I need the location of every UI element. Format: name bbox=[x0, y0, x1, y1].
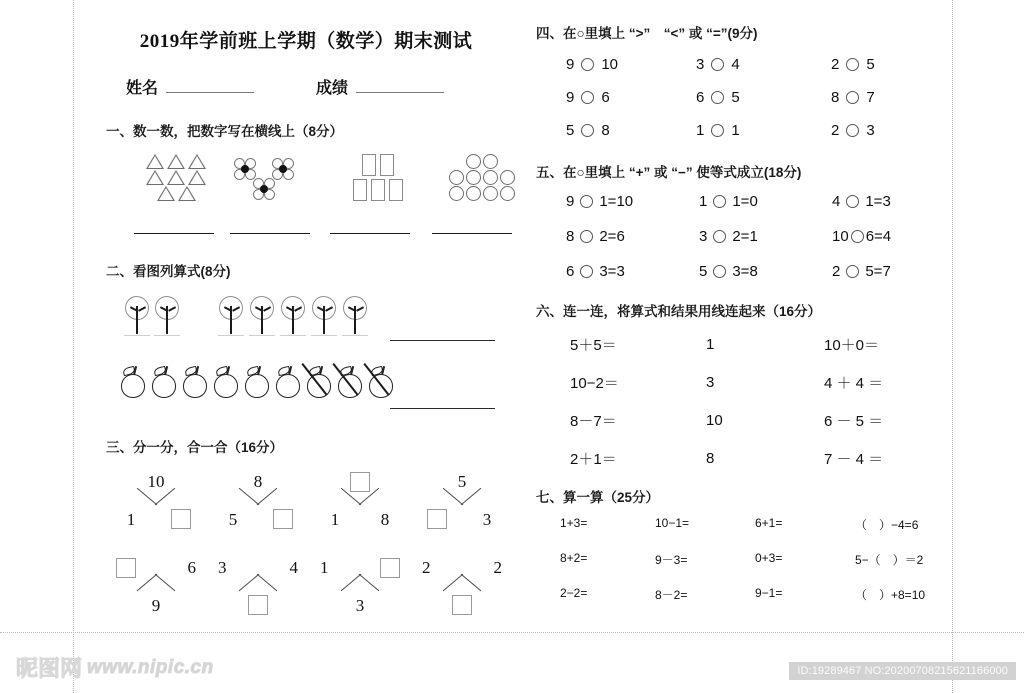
section-2-answer-line-1[interactable] bbox=[390, 340, 495, 341]
operand-right: 1 bbox=[731, 122, 740, 139]
section-1-heading: 一、数一数，把数字写在横线上（8分） bbox=[106, 124, 344, 139]
apple-icon-crossed bbox=[335, 364, 365, 400]
circle-icon bbox=[483, 154, 498, 169]
circle-icon bbox=[449, 170, 464, 185]
operand-left: 8 bbox=[831, 89, 840, 106]
equation-item bbox=[832, 263, 891, 280]
bond-top-right-box[interactable] bbox=[380, 558, 400, 579]
calc-item[interactable]: 5−（ ）＝2 bbox=[855, 553, 924, 567]
operand-right: 6=4 bbox=[865, 228, 892, 245]
rectangle-icon bbox=[362, 154, 376, 176]
answer-circle[interactable] bbox=[580, 265, 593, 278]
answer-circle[interactable] bbox=[711, 91, 724, 104]
equation-item bbox=[832, 228, 891, 245]
bond-bottom: 3 bbox=[355, 596, 365, 615]
operand-left: 2 bbox=[832, 263, 841, 280]
bond-top-right: 4 bbox=[289, 558, 298, 577]
bond-top: 5 bbox=[457, 472, 467, 491]
bond-top-left-box[interactable] bbox=[116, 558, 136, 579]
circle-icon bbox=[466, 186, 481, 201]
operand-right: 1=0 bbox=[732, 193, 758, 210]
match-expression-left[interactable]: 5＋5＝ bbox=[570, 337, 617, 354]
operand-right: 1=3 bbox=[865, 193, 891, 210]
section-4-grid bbox=[566, 56, 956, 139]
operand-right: 3=8 bbox=[732, 263, 758, 280]
compare-item bbox=[696, 122, 831, 139]
triangle-icon bbox=[167, 170, 185, 185]
bond-left: 5 bbox=[228, 510, 238, 529]
circle-icon bbox=[449, 186, 464, 201]
compare-item bbox=[566, 122, 696, 139]
bond-left-box[interactable] bbox=[420, 509, 454, 530]
equation-item bbox=[566, 228, 699, 245]
operand-right: 2=6 bbox=[599, 228, 625, 245]
left-column bbox=[88, 14, 518, 618]
number-bond bbox=[312, 558, 408, 616]
equation-item bbox=[699, 263, 832, 280]
calc-item[interactable]: 9−1= bbox=[755, 586, 783, 600]
bond-right: 8 bbox=[380, 510, 390, 529]
match-expression-right[interactable]: 10＋0＝ bbox=[824, 337, 880, 354]
table-row bbox=[570, 334, 956, 355]
number-bond bbox=[312, 472, 408, 530]
flower-icon bbox=[234, 158, 256, 180]
circle-icon bbox=[500, 170, 515, 185]
operand-right: 5 bbox=[731, 89, 740, 106]
number-bond bbox=[108, 558, 204, 616]
calc-item[interactable]: 8+2= bbox=[560, 551, 588, 565]
bond-left: 1 bbox=[126, 510, 136, 529]
section-1-figures bbox=[114, 154, 514, 234]
answer-circle[interactable] bbox=[851, 230, 864, 243]
answer-blank-3[interactable] bbox=[330, 233, 410, 234]
bond-right: 3 bbox=[482, 510, 492, 529]
bond-bottom-box[interactable] bbox=[210, 595, 306, 616]
circle-icon bbox=[483, 186, 498, 201]
table-row bbox=[560, 586, 956, 603]
number-bond bbox=[414, 558, 510, 616]
operand-right: 4 bbox=[731, 56, 740, 73]
circle-icon bbox=[466, 154, 481, 169]
table-row bbox=[566, 193, 956, 210]
operand-left: 9 bbox=[566, 89, 575, 106]
calc-item[interactable]: 0+3= bbox=[755, 551, 783, 565]
operand-left: 3 bbox=[696, 56, 705, 73]
bond-right-box[interactable] bbox=[266, 509, 300, 530]
circle-icon bbox=[483, 170, 498, 185]
figure-group-triangles bbox=[130, 154, 222, 208]
section-2-answer-line-2[interactable] bbox=[390, 408, 495, 409]
section-6-grid bbox=[570, 334, 956, 469]
bond-top-right: 2 bbox=[493, 558, 502, 577]
match-expression-left[interactable]: 8－7＝ bbox=[570, 413, 617, 430]
answer-circle[interactable] bbox=[580, 195, 593, 208]
apple-icon bbox=[242, 364, 272, 400]
answer-blank-1[interactable] bbox=[134, 233, 214, 234]
answer-circle[interactable] bbox=[846, 91, 859, 104]
operand-left: 4 bbox=[832, 193, 841, 210]
triangle-icon bbox=[167, 154, 185, 169]
triangle-icon bbox=[157, 186, 175, 201]
name-blank-line[interactable] bbox=[166, 92, 254, 93]
rectangle-icon bbox=[371, 179, 385, 201]
watermark-id-badge: ID:19289467 NO:20200708215621166000 bbox=[789, 662, 1016, 680]
section-6-heading: 六、连一连，将算式和结果用线连起来（16分） bbox=[536, 304, 822, 319]
figure-group-flowers bbox=[234, 154, 326, 208]
answer-circle[interactable] bbox=[581, 124, 594, 137]
answer-blank-2[interactable] bbox=[230, 233, 310, 234]
table-row bbox=[566, 89, 956, 106]
apple-icon-crossed bbox=[366, 364, 396, 400]
operand-left: 2 bbox=[831, 56, 840, 73]
triangle-icon bbox=[146, 154, 164, 169]
section-3-bond-row-1 bbox=[100, 472, 520, 532]
bond-top-box[interactable] bbox=[312, 472, 408, 493]
operand-left: 9 bbox=[566, 56, 575, 73]
number-bond bbox=[414, 472, 510, 530]
answer-circle[interactable] bbox=[846, 265, 859, 278]
equation-item bbox=[699, 193, 832, 210]
match-expression-left[interactable]: 2＋1＝ bbox=[570, 451, 617, 468]
rectangle-icon bbox=[389, 179, 403, 201]
operand-right: 2=1 bbox=[732, 228, 758, 245]
operand-left: 10 bbox=[832, 228, 849, 245]
calc-item[interactable]: 10−1= bbox=[655, 516, 690, 530]
operand-right: 1=10 bbox=[599, 193, 634, 210]
answer-circle[interactable] bbox=[846, 58, 859, 71]
operand-left: 5 bbox=[566, 122, 575, 139]
table-row bbox=[560, 516, 956, 533]
triangle-icon bbox=[178, 186, 196, 201]
score-blank-line[interactable] bbox=[356, 92, 444, 93]
equation-item bbox=[699, 228, 832, 245]
operand-right: 3 bbox=[866, 122, 875, 139]
name-label: 姓名 bbox=[126, 80, 159, 97]
triangle-icon bbox=[188, 154, 206, 169]
student-info-row bbox=[88, 75, 518, 98]
section-5-heading: 五、在○里填上 “+” 或 “−” 使等式成立(18分) bbox=[536, 165, 802, 180]
section-2-heading: 二、看图列算式(8分) bbox=[106, 264, 231, 279]
compare-item bbox=[566, 89, 696, 106]
flower-icon bbox=[272, 158, 294, 180]
flower-icon bbox=[253, 178, 275, 200]
site-watermark-logo bbox=[16, 652, 214, 683]
number-bond bbox=[108, 472, 204, 530]
table-row bbox=[570, 410, 956, 431]
answer-circle[interactable] bbox=[713, 195, 726, 208]
number-bond bbox=[210, 558, 306, 616]
bond-bottom: 9 bbox=[151, 596, 161, 615]
operand-right: 5 bbox=[866, 56, 875, 73]
table-row bbox=[566, 228, 956, 245]
apple-icon bbox=[180, 364, 210, 400]
circle-icon bbox=[466, 170, 481, 185]
section-3-heading: 三、分一分，合一合（16分） bbox=[106, 440, 284, 455]
section-5-grid bbox=[566, 193, 956, 280]
apple-icon-crossed bbox=[304, 364, 334, 400]
triangle-icon bbox=[188, 170, 206, 185]
rectangle-icon bbox=[380, 154, 394, 176]
watermark-url: www.nipic.cn bbox=[87, 656, 214, 678]
answer-circle[interactable] bbox=[713, 265, 726, 278]
match-result[interactable]: 1 bbox=[706, 336, 715, 353]
bond-top-left: 2 bbox=[422, 558, 431, 577]
match-expression-right[interactable]: 6 － 5 ＝ bbox=[824, 413, 884, 430]
section-3-bond-row-2 bbox=[100, 558, 520, 618]
operand-left: 6 bbox=[566, 263, 575, 280]
answer-circle[interactable] bbox=[713, 230, 726, 243]
watermark-brand: 昵图网 bbox=[16, 656, 83, 681]
match-result[interactable]: 10 bbox=[706, 412, 723, 429]
compare-item bbox=[831, 122, 875, 139]
match-result[interactable]: 8 bbox=[706, 450, 715, 467]
circle-icon bbox=[500, 186, 515, 201]
operand-left: 8 bbox=[566, 228, 575, 245]
operand-right: 10 bbox=[601, 56, 619, 73]
figure-group-rectangles bbox=[332, 154, 424, 208]
apple-icon bbox=[118, 364, 148, 400]
table-row bbox=[566, 122, 956, 139]
equation-item bbox=[832, 193, 891, 210]
answer-circle[interactable] bbox=[711, 58, 724, 71]
bond-right-box[interactable] bbox=[164, 509, 198, 530]
answer-circle[interactable] bbox=[846, 124, 859, 137]
compare-item bbox=[831, 56, 875, 73]
calc-item[interactable]: （ ）−4=6 bbox=[855, 518, 919, 532]
compare-item bbox=[831, 89, 875, 106]
answer-blank-4[interactable] bbox=[432, 233, 512, 234]
section-7-heading: 七、算一算（25分） bbox=[536, 490, 660, 505]
operand-left: 2 bbox=[831, 122, 840, 139]
section-4-heading: 四、在○里填上 “>” “<” 或 “=”(9分) bbox=[536, 26, 758, 41]
bond-top-left: 3 bbox=[218, 558, 227, 577]
match-expression-right[interactable]: 4 ＋ 4 ＝ bbox=[824, 375, 884, 392]
match-expression-right[interactable]: 7 － 4 ＝ bbox=[824, 451, 884, 468]
answer-circle[interactable] bbox=[581, 91, 594, 104]
operand-left: 6 bbox=[696, 89, 705, 106]
section-2-row-apples bbox=[114, 364, 524, 410]
bond-left: 1 bbox=[330, 510, 340, 529]
table-row bbox=[560, 551, 956, 568]
triangle-icon bbox=[146, 170, 164, 185]
section-7-grid bbox=[560, 516, 956, 603]
bond-bottom-box[interactable] bbox=[414, 595, 510, 616]
table-row bbox=[566, 263, 956, 280]
equation-item bbox=[566, 263, 699, 280]
answer-circle[interactable] bbox=[580, 230, 593, 243]
match-result[interactable]: 3 bbox=[706, 374, 715, 391]
compare-item bbox=[696, 56, 831, 73]
calc-item[interactable]: 8－2= bbox=[655, 588, 688, 602]
apple-icon bbox=[211, 364, 241, 400]
equation-item bbox=[566, 193, 699, 210]
operand-left: 1 bbox=[699, 193, 708, 210]
calc-item[interactable]: 1+3= bbox=[560, 516, 588, 530]
rectangle-icon bbox=[353, 179, 367, 201]
operand-right: 8 bbox=[601, 122, 610, 139]
answer-circle[interactable] bbox=[711, 124, 724, 137]
operand-left: 9 bbox=[566, 193, 575, 210]
match-expression-left[interactable]: 10−2＝ bbox=[570, 375, 619, 392]
calc-item[interactable]: 6+1= bbox=[755, 516, 783, 530]
calc-item[interactable]: （ ）+8=10 bbox=[855, 588, 926, 602]
table-row bbox=[566, 56, 956, 73]
section-2-row-trees bbox=[114, 296, 524, 342]
operand-right: 5=7 bbox=[865, 263, 891, 280]
calc-item[interactable]: 2−2= bbox=[560, 586, 588, 600]
operand-right: 3=3 bbox=[599, 263, 625, 280]
crop-guide-bottom bbox=[0, 632, 1024, 633]
bond-top: 10 bbox=[147, 472, 165, 491]
bond-top: 8 bbox=[253, 472, 263, 491]
operand-left: 5 bbox=[699, 263, 708, 280]
calc-item[interactable]: 9－3= bbox=[655, 553, 688, 567]
table-row bbox=[570, 372, 956, 393]
bond-top-right: 6 bbox=[187, 558, 196, 577]
bond-top-left: 1 bbox=[320, 558, 329, 577]
score-label: 成绩 bbox=[316, 80, 349, 97]
answer-circle[interactable] bbox=[581, 58, 594, 71]
number-bond bbox=[210, 472, 306, 530]
apple-icon bbox=[273, 364, 303, 400]
page-title: 2019年学前班上学期（数学）期末测试 bbox=[139, 31, 473, 52]
answer-circle[interactable] bbox=[846, 195, 859, 208]
apple-icon bbox=[149, 364, 179, 400]
compare-item bbox=[566, 56, 696, 73]
right-column bbox=[536, 22, 956, 621]
operand-left: 1 bbox=[696, 122, 705, 139]
table-row bbox=[570, 448, 956, 469]
compare-item bbox=[696, 89, 831, 106]
operand-left: 3 bbox=[699, 228, 708, 245]
operand-right: 6 bbox=[601, 89, 610, 106]
operand-right: 7 bbox=[866, 89, 875, 106]
figure-group-circles bbox=[436, 154, 528, 208]
